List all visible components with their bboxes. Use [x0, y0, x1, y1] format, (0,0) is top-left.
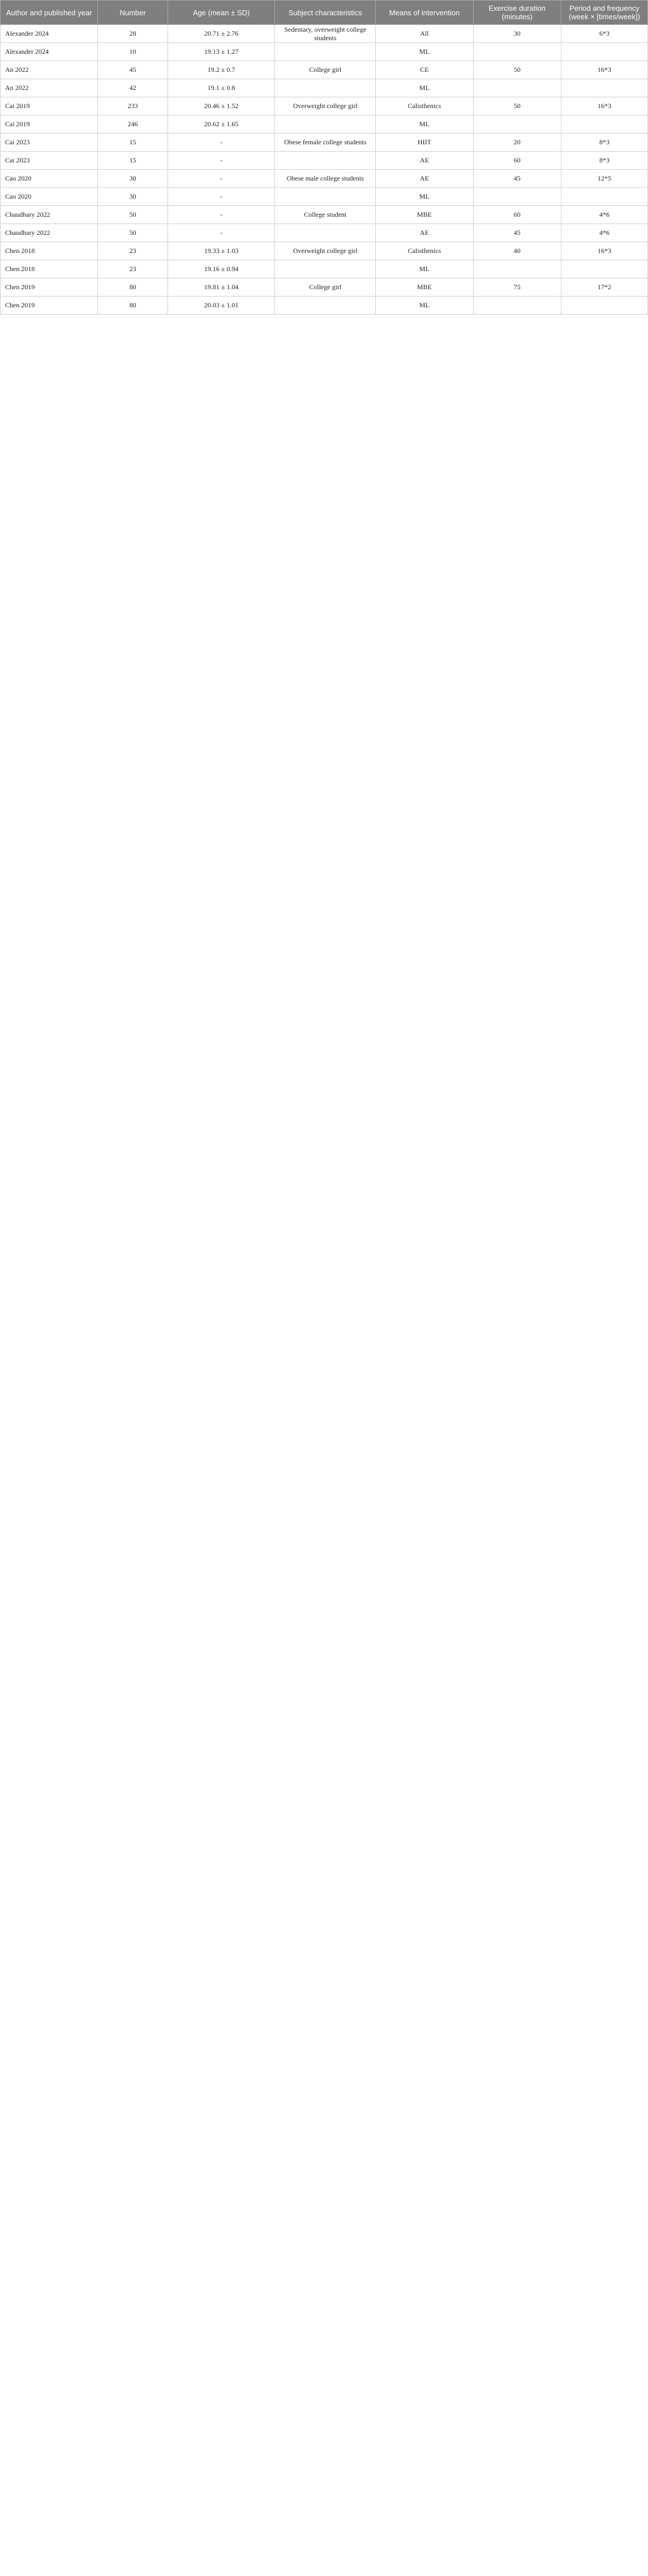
- table-cell: 80: [98, 297, 168, 315]
- table-cell: 42: [98, 79, 168, 97]
- table-cell: [561, 115, 647, 134]
- table-row: [1, 224, 648, 242]
- column-header: Period and frequency (week × [times/week]): [561, 1, 647, 25]
- table-cell: 16*3: [561, 97, 647, 115]
- table-cell: 23: [98, 242, 168, 260]
- table-cell: Chaudhary 2022: [1, 206, 98, 224]
- table-cell: 50: [98, 224, 168, 242]
- table-cell: ML: [376, 188, 473, 206]
- table-cell: [561, 188, 647, 206]
- table-cell: AE: [376, 170, 473, 188]
- table-cell: 6*3: [561, 25, 647, 43]
- table-cell: 45: [98, 61, 168, 79]
- table-cell: AE: [376, 224, 473, 242]
- table-cell: Chen 2019: [1, 297, 98, 315]
- table-cell: 20.03 ± 1.01: [168, 297, 274, 315]
- table-cell: Obese female college students: [275, 134, 376, 152]
- table-row: [1, 134, 648, 152]
- table-cell: Chen 2019: [1, 278, 98, 297]
- table-cell: 60: [473, 206, 561, 224]
- table-row: [1, 170, 648, 188]
- table-row: [1, 297, 648, 315]
- table-cell: Calisthenics: [376, 242, 473, 260]
- table-cell: MBE: [376, 206, 473, 224]
- intervention-table: [0, 0, 648, 315]
- table-cell: HIIT: [376, 134, 473, 152]
- table-row: [1, 188, 648, 206]
- header-row: [1, 1, 648, 25]
- table-cell: 4*6: [561, 224, 647, 242]
- table-cell: 19.81 ± 1.04: [168, 278, 274, 297]
- table-cell: -: [168, 134, 274, 152]
- table-cell: Cai 2019: [1, 115, 98, 134]
- table-row: [1, 152, 648, 170]
- column-header: Subject characteristics: [275, 1, 376, 25]
- table-row: [1, 206, 648, 224]
- table-row: [1, 115, 648, 134]
- table-cell: 45: [473, 224, 561, 242]
- table-cell: Cai 2023: [1, 152, 98, 170]
- table-cell: [473, 188, 561, 206]
- table-cell: Cai 2019: [1, 97, 98, 115]
- table-cell: Overweight college girl: [275, 97, 376, 115]
- table-cell: [275, 188, 376, 206]
- table-cell: 19.1 ± 0.8: [168, 79, 274, 97]
- table-cell: College girl: [275, 278, 376, 297]
- table-cell: ML: [376, 43, 473, 61]
- table-cell: -: [168, 224, 274, 242]
- table-cell: 19.16 ± 0.94: [168, 260, 274, 278]
- table-cell: Chen 2018: [1, 242, 98, 260]
- table-cell: 12*5: [561, 170, 647, 188]
- table-cell: 80: [98, 278, 168, 297]
- table-cell: [275, 43, 376, 61]
- table-cell: 50: [473, 61, 561, 79]
- table-cell: [561, 43, 647, 61]
- table-cell: 30: [473, 25, 561, 43]
- table-cell: 246: [98, 115, 168, 134]
- table-row: [1, 61, 648, 79]
- table-row: [1, 97, 648, 115]
- table-cell: Chaudhary 2022: [1, 224, 98, 242]
- table-cell: [473, 297, 561, 315]
- table-cell: AE: [376, 152, 473, 170]
- table-cell: ML: [376, 260, 473, 278]
- table-cell: 16*3: [561, 242, 647, 260]
- table-cell: 20.71 ± 2.76: [168, 25, 274, 43]
- table-cell: MBE: [376, 278, 473, 297]
- table-cell: [561, 79, 647, 97]
- table-cell: Chen 2018: [1, 260, 98, 278]
- table-cell: Cao 2020: [1, 188, 98, 206]
- table-cell: [275, 260, 376, 278]
- table-cell: 19.13 ± 1.27: [168, 43, 274, 61]
- table-cell: [275, 115, 376, 134]
- table-cell: 20: [473, 134, 561, 152]
- table-cell: 8*3: [561, 134, 647, 152]
- table-cell: ML: [376, 297, 473, 315]
- table-cell: 15: [98, 134, 168, 152]
- table-cell: -: [168, 170, 274, 188]
- table-cell: 16*3: [561, 61, 647, 79]
- table-cell: 19.33 ± 1.03: [168, 242, 274, 260]
- table-cell: An 2022: [1, 61, 98, 79]
- table-cell: [561, 297, 647, 315]
- table-cell: ML: [376, 115, 473, 134]
- table-cell: 20.46 ± 1.52: [168, 97, 274, 115]
- table-cell: College girl: [275, 61, 376, 79]
- table-cell: 8*3: [561, 152, 647, 170]
- table-cell: 15: [98, 152, 168, 170]
- table-cell: CE: [376, 61, 473, 79]
- table-cell: 45: [473, 170, 561, 188]
- table-cell: 60: [473, 152, 561, 170]
- table-cell: Alexander 2024: [1, 43, 98, 61]
- table-cell: College student: [275, 206, 376, 224]
- table-cell: 4*6: [561, 206, 647, 224]
- table-cell: Sedentary, overweight college students: [275, 25, 376, 43]
- table-cell: ML: [376, 79, 473, 97]
- table-cell: 28: [98, 25, 168, 43]
- table-cell: Obese male college students: [275, 170, 376, 188]
- table-cell: Calisthenics: [376, 97, 473, 115]
- table-cell: 233: [98, 97, 168, 115]
- table-cell: -: [168, 206, 274, 224]
- column-header: Age (mean ± SD): [168, 1, 274, 25]
- table-cell: [561, 260, 647, 278]
- table-cell: 50: [98, 206, 168, 224]
- table-row: [1, 79, 648, 97]
- table-row: [1, 260, 648, 278]
- table-cell: 20.62 ± 1.65: [168, 115, 274, 134]
- table-cell: Cai 2023: [1, 134, 98, 152]
- table-cell: 30: [98, 170, 168, 188]
- table-row: [1, 242, 648, 260]
- table-cell: [275, 297, 376, 315]
- table-cell: [473, 79, 561, 97]
- table-cell: Cao 2020: [1, 170, 98, 188]
- table-cell: 75: [473, 278, 561, 297]
- table-row: [1, 43, 648, 61]
- table-cell: [275, 224, 376, 242]
- table-cell: 23: [98, 260, 168, 278]
- table-cell: [275, 152, 376, 170]
- table-cell: 10: [98, 43, 168, 61]
- column-header: Means of intervention: [376, 1, 473, 25]
- table-cell: All: [376, 25, 473, 43]
- table-row: [1, 25, 648, 43]
- column-header: Number: [98, 1, 168, 25]
- table-cell: Overweight college girl: [275, 242, 376, 260]
- table-row: [1, 278, 648, 297]
- table-cell: [275, 79, 376, 97]
- column-header: Exercise duration (minutes): [473, 1, 561, 25]
- table-cell: 50: [473, 97, 561, 115]
- table-cell: [473, 115, 561, 134]
- table-cell: -: [168, 152, 274, 170]
- table-cell: -: [168, 188, 274, 206]
- table-cell: Alexander 2024: [1, 25, 98, 43]
- table-cell: An 2022: [1, 79, 98, 97]
- table-cell: [473, 43, 561, 61]
- table-cell: 19.2 ± 0.7: [168, 61, 274, 79]
- table-cell: 17*2: [561, 278, 647, 297]
- table-cell: [473, 260, 561, 278]
- table-cell: 40: [473, 242, 561, 260]
- column-header: Author and published year: [1, 1, 98, 25]
- table-cell: 30: [98, 188, 168, 206]
